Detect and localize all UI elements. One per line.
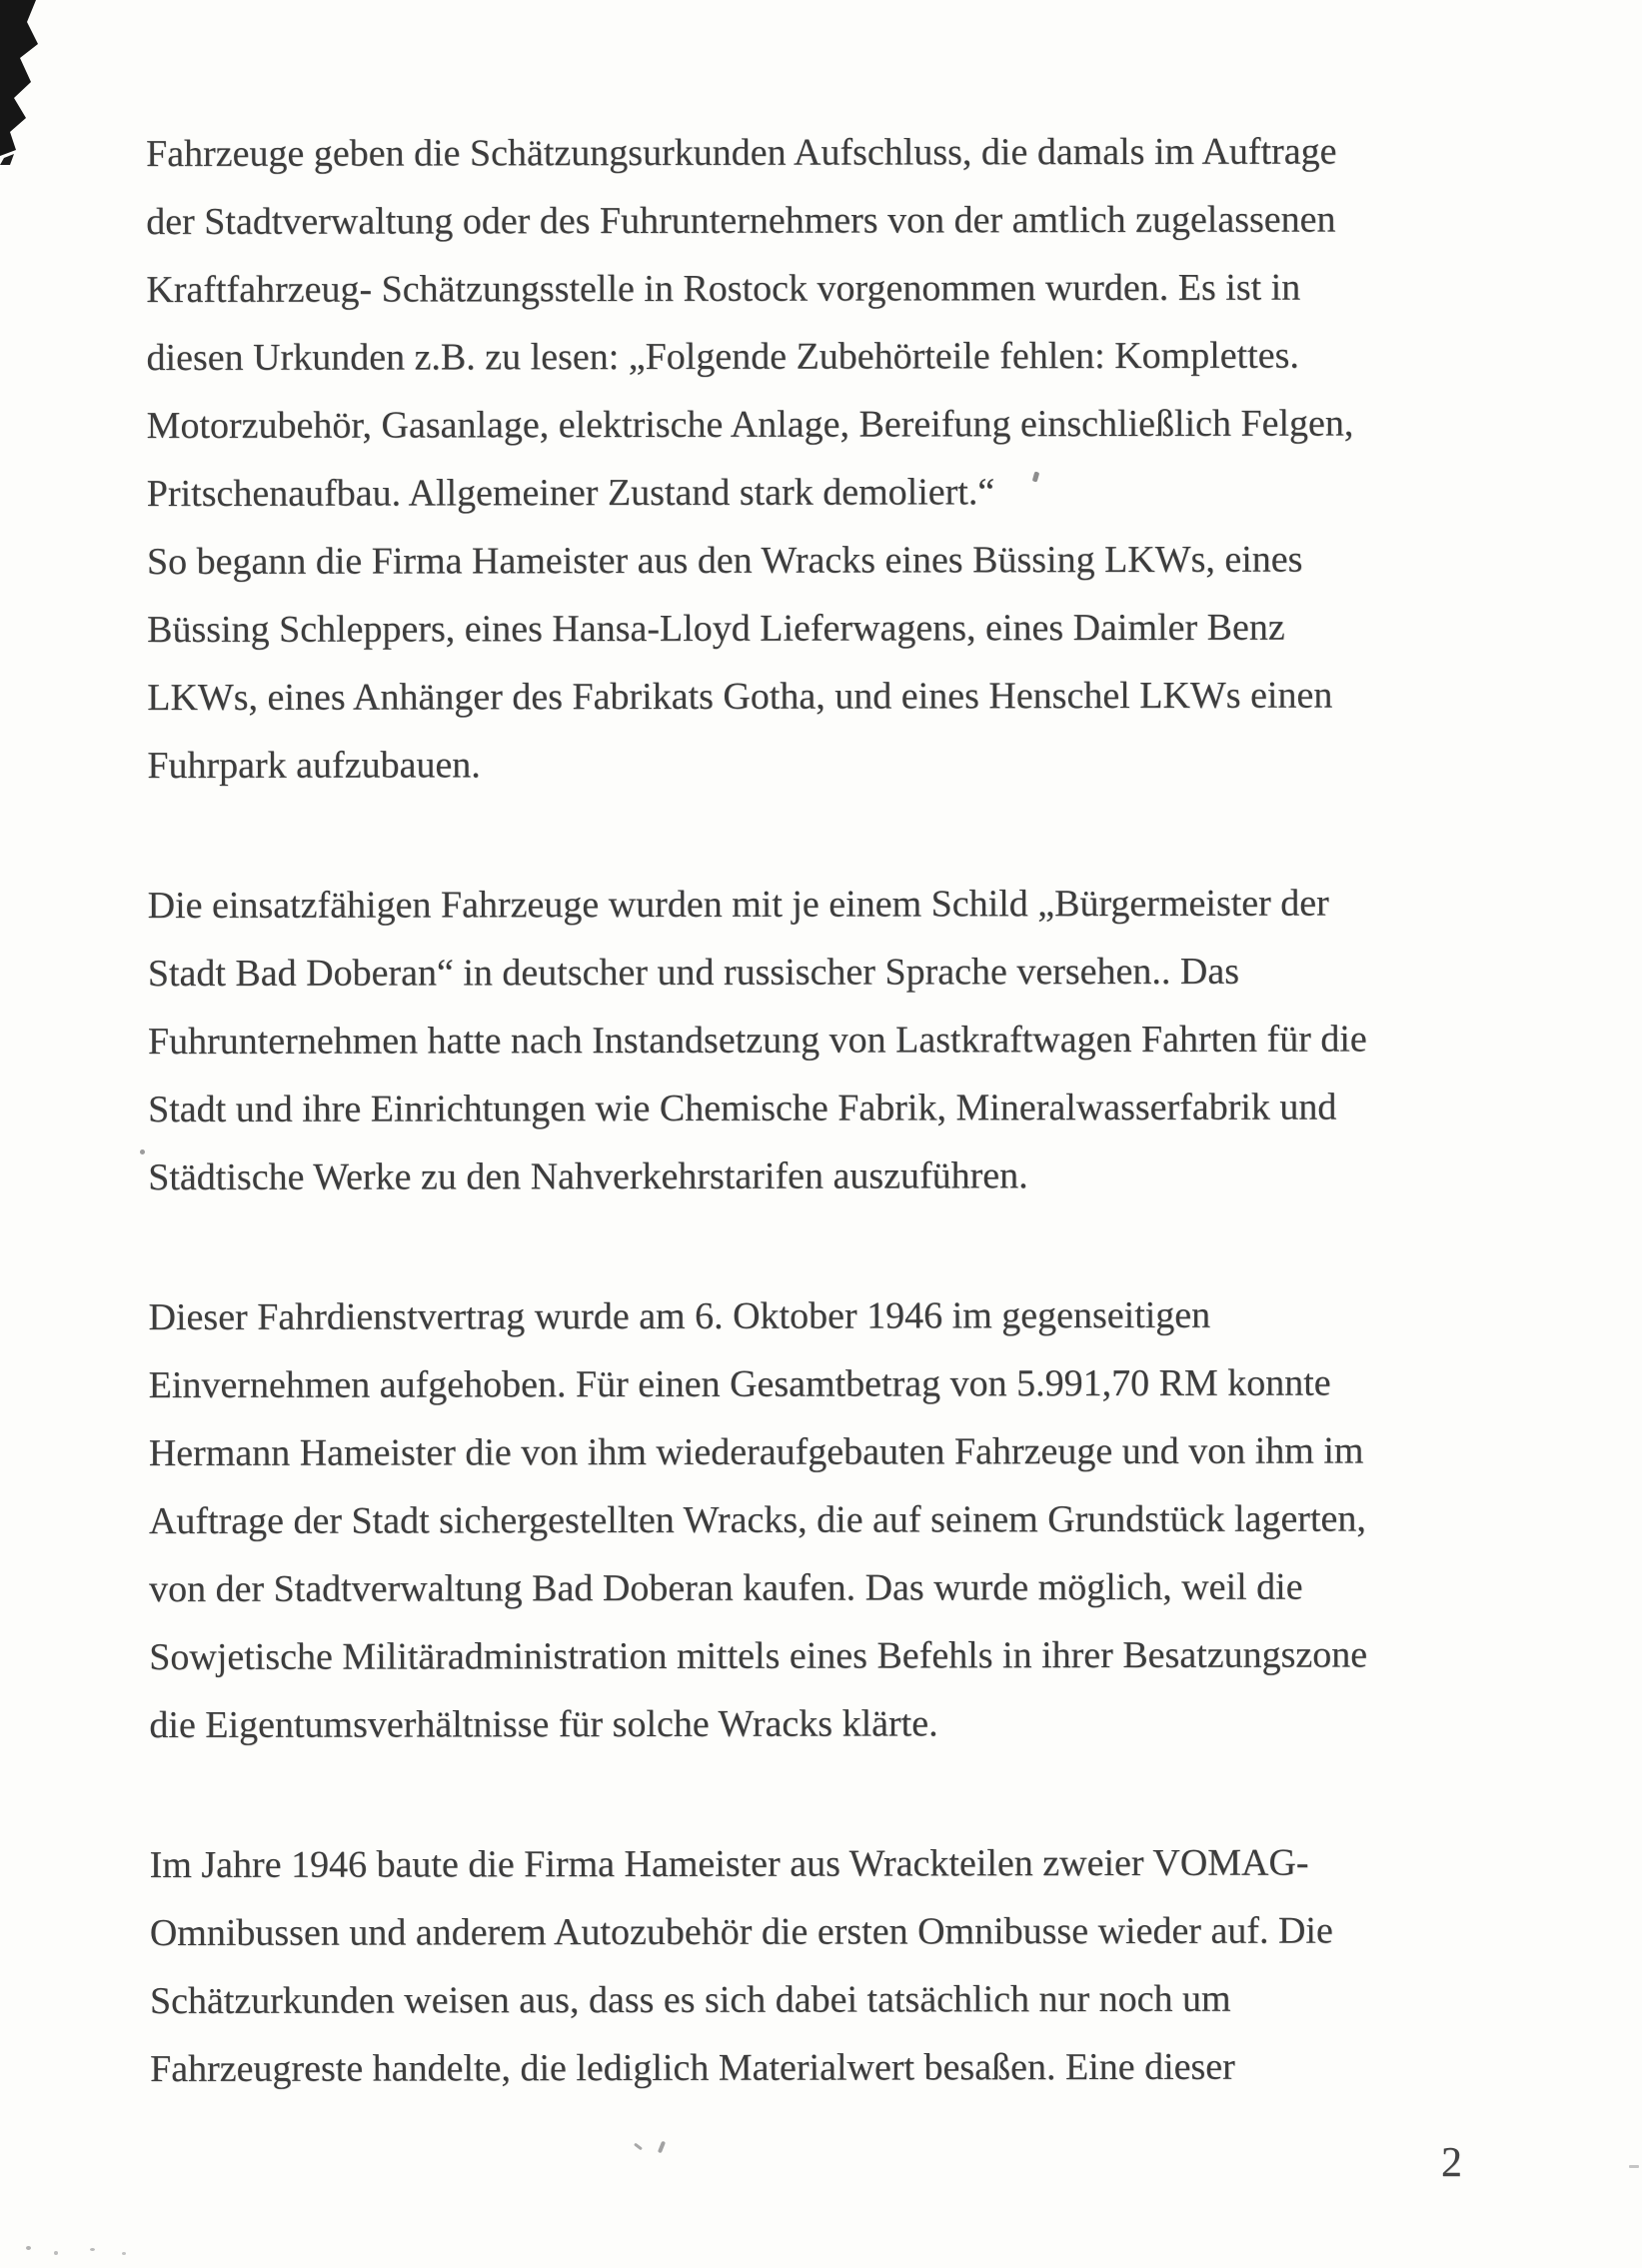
paragraph: [148, 869, 1548, 1211]
text-line: Schätzurkunden weisen aus, dass es sich dabei tatsächlich nur noch um: [149, 1977, 1231, 2022]
scan-speck: [90, 2248, 95, 2251]
text-line: Omnibussen und anderem Autozubehör die ersten Omnibusse wieder auf. Die: [149, 1909, 1333, 1954]
paragraph: [146, 117, 1546, 800]
scan-speck: [54, 2251, 58, 2255]
text-line: LKWs, eines Anhänger des Fabrikats Gotha, und eines Henschel LKWs einen: [147, 674, 1333, 719]
text-line: Stadt Bad Doberan“ in deutscher und russischer Sprache versehen.. Das: [147, 950, 1240, 995]
text-line: Fuhrunternehmen hatte nach Instandsetzung von Lastkraftwagen Fahrten für die: [147, 1018, 1367, 1063]
text-line: Sowjetische Militäradministration mittels eines Befehls in ihrer Besatzungszone: [149, 1633, 1368, 1678]
paragraph: [150, 1828, 1550, 2103]
text-line: Kraftfahrzeug- Schätzungsstelle in Rostock vorgenommen wurden. Es ist in: [146, 266, 1301, 311]
text-line: Stadt und ihre Einrichtungen wie Chemische Fabrik, Mineralwasserfabrik und: [148, 1086, 1337, 1131]
text-line: Städtische Werke zu den Nahverkehrstarifen auszuführen.: [148, 1154, 1028, 1198]
text-line: Fuhrpark aufzubauen.: [147, 744, 481, 787]
text-line: die Eigentumsverhältnisse für solche Wracks klärte.: [149, 1702, 938, 1746]
text-line: Büssing Schleppers, eines Hansa-Lloyd Lieferwagens, eines Daimler Benz: [147, 606, 1285, 651]
document-body-text: [146, 117, 1549, 2175]
paragraph: [148, 1280, 1548, 1759]
page-number: 2: [1441, 2140, 1462, 2186]
text-line: von der Stadtverwaltung Bad Doberan kaufen. Das wurde möglich, weil die: [149, 1565, 1303, 1610]
text-line: diesen Urkunden z.B. zu lesen: „Folgende Zubehörteile fehlen: Komplettes.: [146, 334, 1299, 379]
text-line: Motorzubehör, Gasanlage, elektrische Anlage, Bereifung einschließlich Felgen,: [146, 402, 1354, 447]
scan-speck: [122, 2252, 126, 2255]
text-line: Einvernehmen aufgehoben. Für einen Gesamtbetrag von 5.991,70 RM konnte: [148, 1361, 1331, 1406]
text-line: der Stadtverwaltung oder des Fuhrunternehmers von der amtlich zugelassenen: [146, 198, 1336, 243]
scan-speck: [140, 1149, 145, 1154]
text-line: Auftrage der Stadt sichergestellten Wracks, die auf seinem Grundstück lagerten,: [148, 1497, 1366, 1542]
scan-speck: [26, 2246, 31, 2250]
text-line: Fahrzeugreste handelte, die lediglich Materialwert besaßen. Eine dieser: [150, 2045, 1235, 2090]
text-line: Dieser Fahrdienstvertrag wurde am 6. Oktober 1946 im gegenseitigen: [148, 1293, 1211, 1338]
scan-speck: [1629, 2165, 1639, 2168]
text-line: Hermann Hameister die von ihm wiederaufgebauten Fahrzeuge und von ihm im: [148, 1429, 1364, 1474]
text-line: Pritschenaufbau. Allgemeiner Zustand stark demoliert.“: [146, 471, 995, 515]
scan-artifact-top-left: [0, 0, 60, 165]
text-line: Im Jahre 1946 baute die Firma Hameister aus Wrackteilen zweier VOMAG-: [149, 1841, 1309, 1886]
text-line: Die einsatzfähigen Fahrzeuge wurden mit je einem Schild „Bürgermeister der: [147, 882, 1329, 927]
text-line: Fahrzeuge geben die Schätzungsurkunden Aufschluss, die damals im Auftrage: [146, 130, 1337, 175]
text-line: So begann die Firma Hameister aus den Wracks eines Büssing LKWs, eines: [146, 538, 1303, 583]
